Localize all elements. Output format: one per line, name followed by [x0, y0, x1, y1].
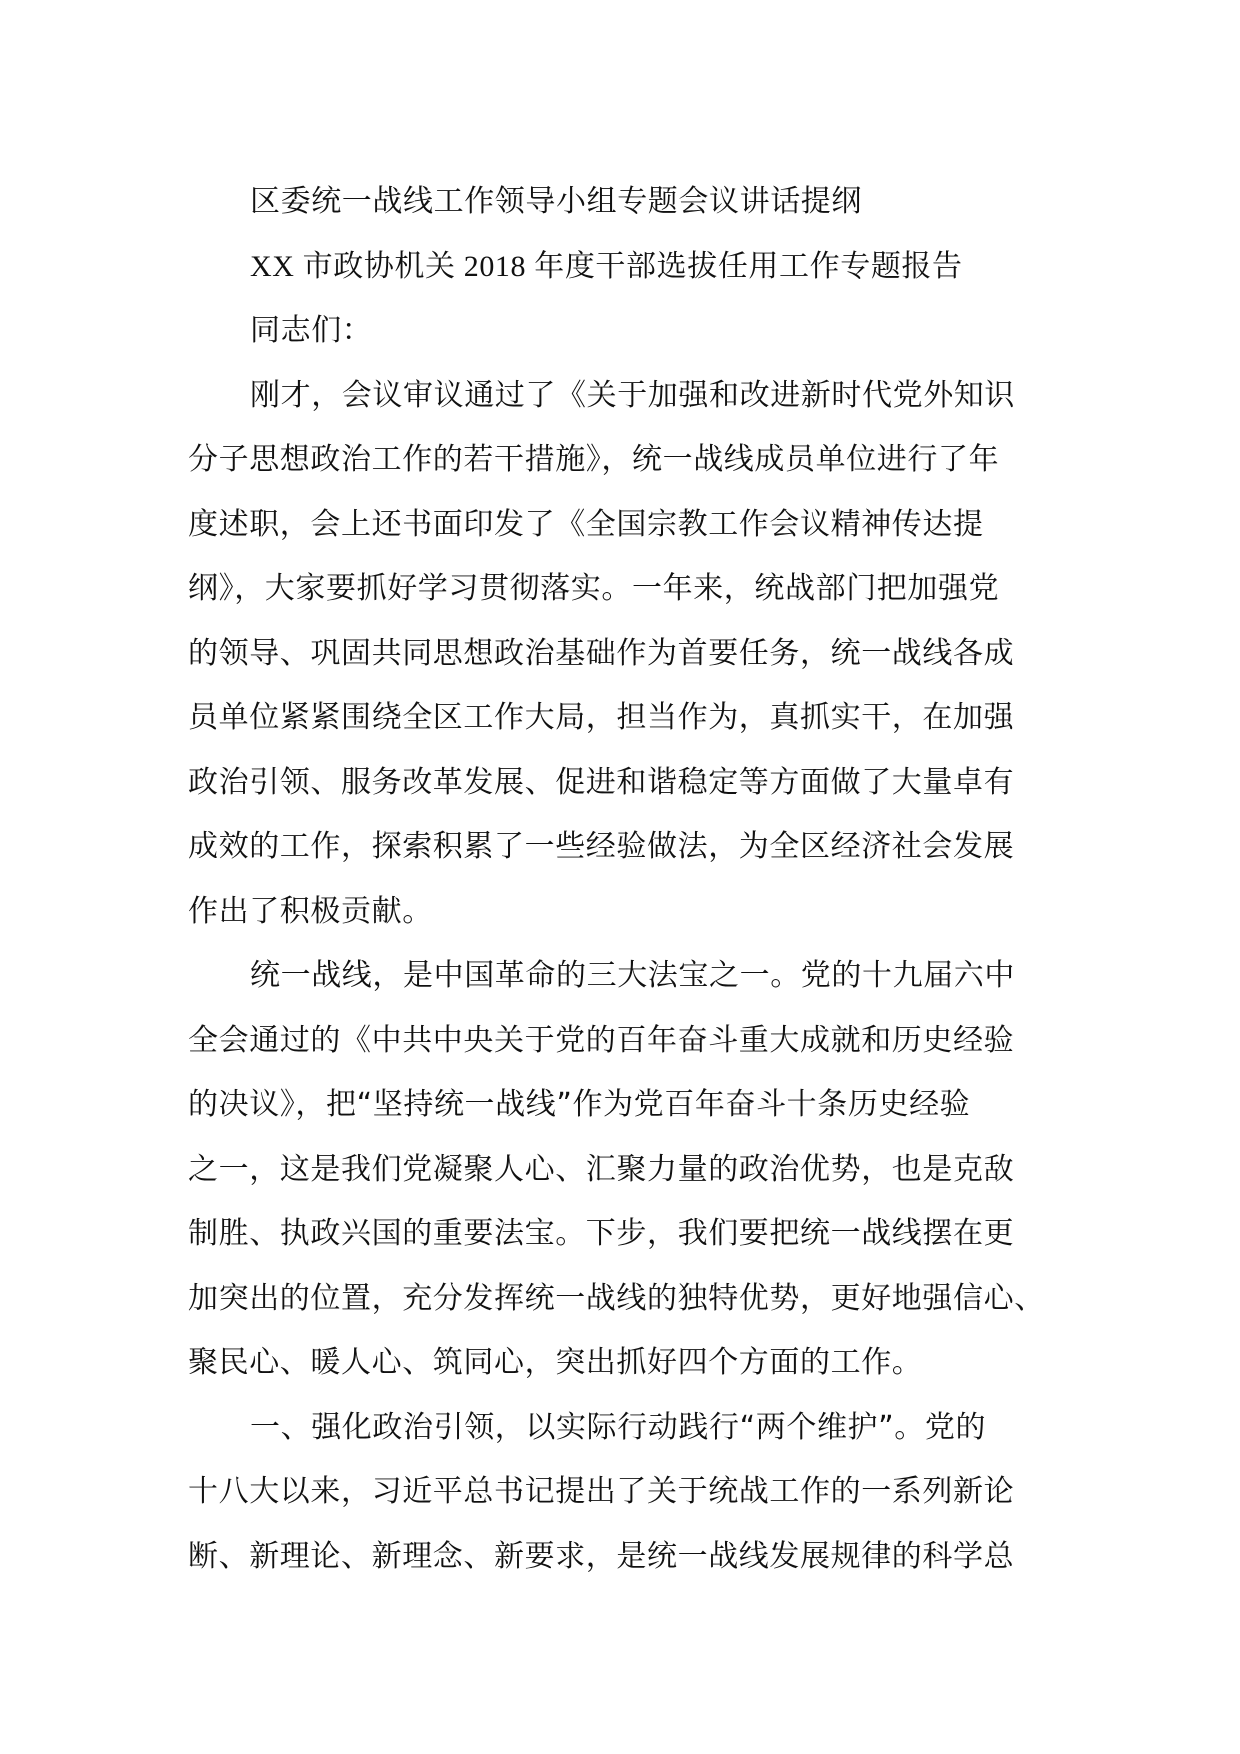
paragraph-line: 之一，这是我们党凝聚人心、汇聚力量的政治优势，也是克敌: [188, 1151, 1015, 1187]
paragraph-line: 一、强化政治引领，以实际行动践行“两个维护”。党的: [250, 1409, 987, 1445]
paragraph-line: 断、新理论、新理念、新要求，是统一战线发展规律的科学总: [188, 1538, 1015, 1574]
paragraph-line: 制胜、执政兴国的重要法宝。下步，我们要把统一战线摆在更: [188, 1216, 1015, 1251]
paragraph-line: 全会通过的《中共中央关于党的百年奋斗重大成就和历史经验: [188, 1022, 1015, 1058]
paragraph-line: 的领导、巩固共同思想政治基础作为首要任务，统一战线各成: [188, 635, 1015, 671]
paragraph-line: 作出了积极贡献。: [188, 893, 433, 929]
paragraph-line: 分子思想政治工作的若干措施》，统一战线成员单位进行了年: [188, 442, 1000, 477]
paragraph-line: 十八大以来，习近平总书记提出了关于统战工作的一系列新论: [188, 1474, 1015, 1509]
salutation: 同志们：: [250, 313, 373, 348]
paragraph-line: 的决议》，把“坚持统一战线”作为党百年奋斗十条历史经验: [188, 1087, 971, 1122]
paragraph-line: 度述职，会上还书面印发了《全国宗教工作会议精神传达提: [188, 506, 984, 542]
paragraph-3: [188, 1396, 1060, 1590]
document-body: [188, 170, 1060, 1589]
paragraph-line: 员单位紧紧围绕全区工作大局，担当作为，真抓实干，在加强: [188, 700, 1015, 735]
paragraph-line: 统一战线，是中国革命的三大法宝之一。党的十九届六中: [250, 958, 1015, 993]
paragraph-line: 聚民心、暖人心、筑同心，突出抓好四个方面的工作。: [188, 1345, 923, 1380]
paragraph-line: 纲》，大家要抓好学习贯彻落实。一年来，统战部门把加强党: [188, 571, 1000, 606]
paragraph-line: 加突出的位置，充分发挥统一战线的独特优势，更好地强信心、: [188, 1280, 1045, 1316]
paragraph-line: 成效的工作，探索积累了一些经验做法，为全区经济社会发展: [188, 829, 1015, 864]
document-title: 区委统一战线工作领导小组专题会议讲话提纲: [250, 184, 862, 219]
paragraph-line: 刚才，会议审议通过了《关于加强和改进新时代党外知识: [250, 377, 1015, 413]
paragraph-1: [188, 364, 1060, 945]
paragraph-2: [188, 944, 1060, 1396]
paragraph-line: 政治引领、服务改革发展、促进和谐稳定等方面做了大量卓有: [188, 764, 1015, 800]
document-subtitle: XX 市政协机关 2018 年度干部选拔任用工作专题报告: [250, 249, 963, 283]
